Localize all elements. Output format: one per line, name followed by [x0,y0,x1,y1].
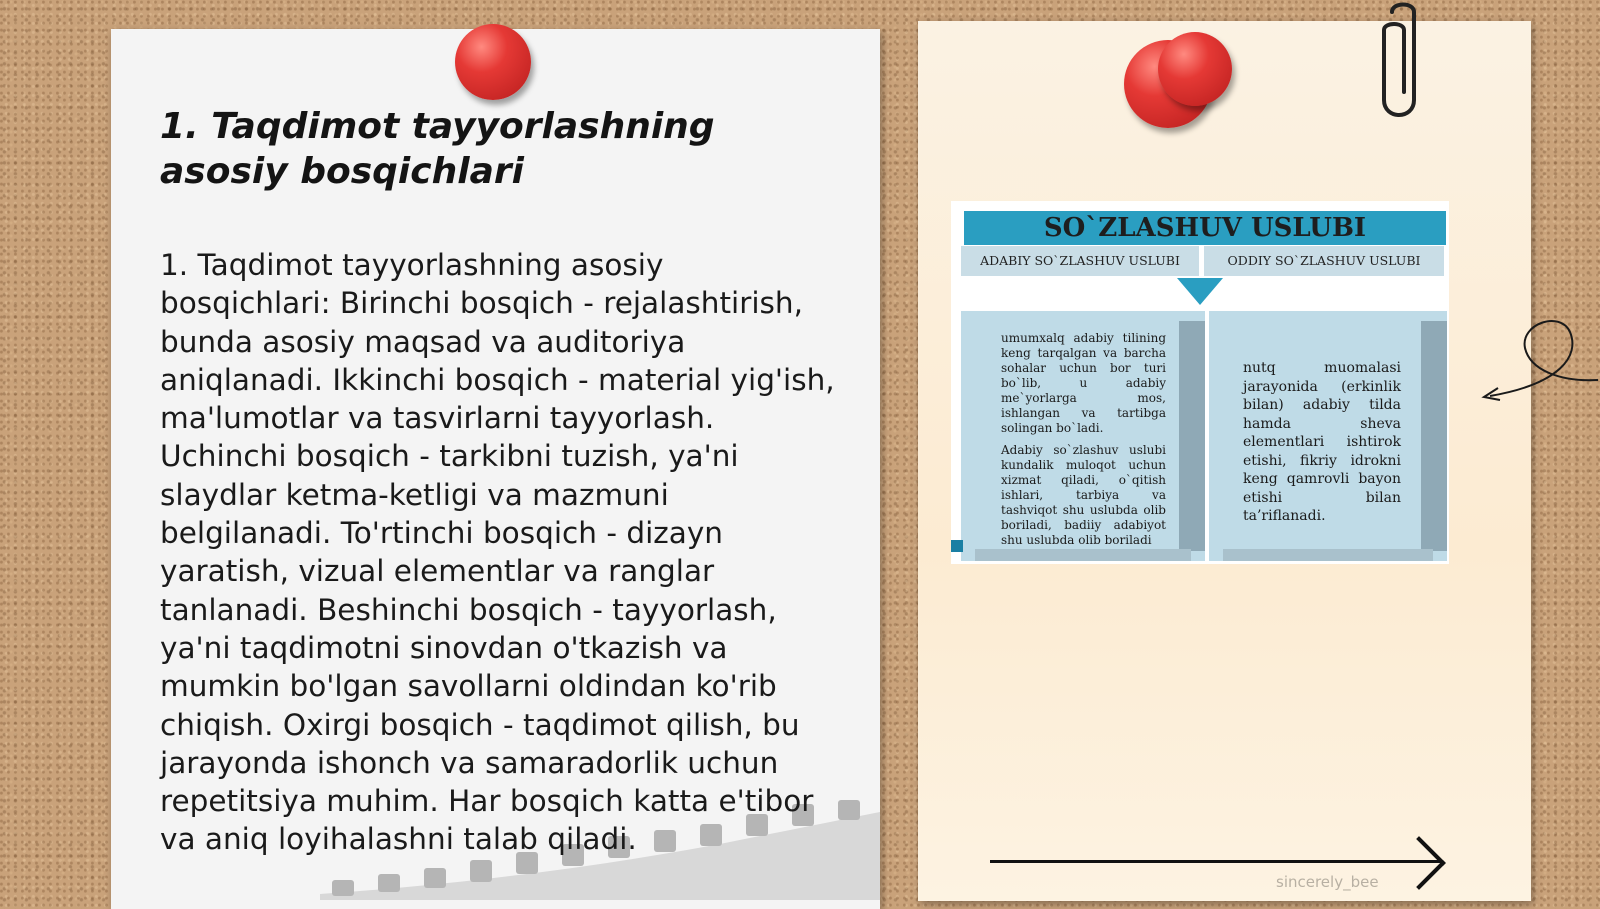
left-panel-text-2: Adabiy so`zlashuv uslubi kundalik muloqot uchun xizmat qiladi, o`qitish ishlari, tarbiya va tashviqot shu uslubda olib boriladi, badiiy adabiyot shu uslubda olib boriladi [1001,443,1166,547]
right-column-heading: ODDIY SO`ZLASHUV USLUBI [1204,246,1444,276]
scribble-arrow-icon [1480,310,1600,410]
right-panel-text: nutq muomalasi jarayonida (erkinlik bilan) adabiy tilda hamda sheva elementlari ishtirok etishi, fikriy idrokni keng qamrovli bayon etishi bilan ta’riflanadi. [1243,360,1401,524]
page-title: 1. Taqdimot tayyorlashning asosiy bosqichlari [160,106,715,192]
right-panel [1209,311,1447,561]
body-text: 1. Taqdimot tayyorlashning asosiy bosqichlari: Birinchi bosqich - rejalashtirish, bunda asosiy maqsad va auditoriya aniqlanadi. Ikkinchi bosqich - material yig'ish, ma'lumotlar va tasvirlarni tayyorlash. Uchinchi bosqich - tarkibni tuzish, ya'ni slaydlar ketma-ketligi va mazmuni belgilanadi. To'rtinchi bosqich - dizayn yaratish, vizual elementlar va ranglar tanlanadi. Beshinchi bosqich - tayyorlash, ya'ni taqdimotni sinovdan o'tkazish va mumkin bo'lgan savollarni oldindan ko'rib chiqish. Oxirgi bosqich - taqdimot qilish, bu jarayonda ishonch va samaradorlik uchun repetitsiya muhim. Har bosqich katta e'tibor va aniq loyihalashni talab qiladi. [160,248,835,857]
left-panel [961,311,1205,561]
arrow-down-icon [1177,278,1223,305]
pushpin-icon [1158,32,1232,106]
left-column-heading: ADABIY SO`ZLASHUV USLUBI [961,246,1199,276]
arrow-right-icon [990,860,1442,863]
pushpin-icon [455,24,531,100]
figure-header: SO`ZLASHUV USLUBI [964,211,1446,245]
paperclip-icon [1378,0,1428,125]
corner-marker [951,540,963,552]
watermark: sincerely_bee [1276,873,1379,891]
speech-style-figure [951,201,1449,564]
left-panel-text-1: umumxalq adabiy tilining keng tarqalgan va barcha sohalar uchun bor turi bo`lib, u adabiy me`yorlarga mos, ishlangan va tartibga solingan bo`ladi. [1001,331,1166,435]
